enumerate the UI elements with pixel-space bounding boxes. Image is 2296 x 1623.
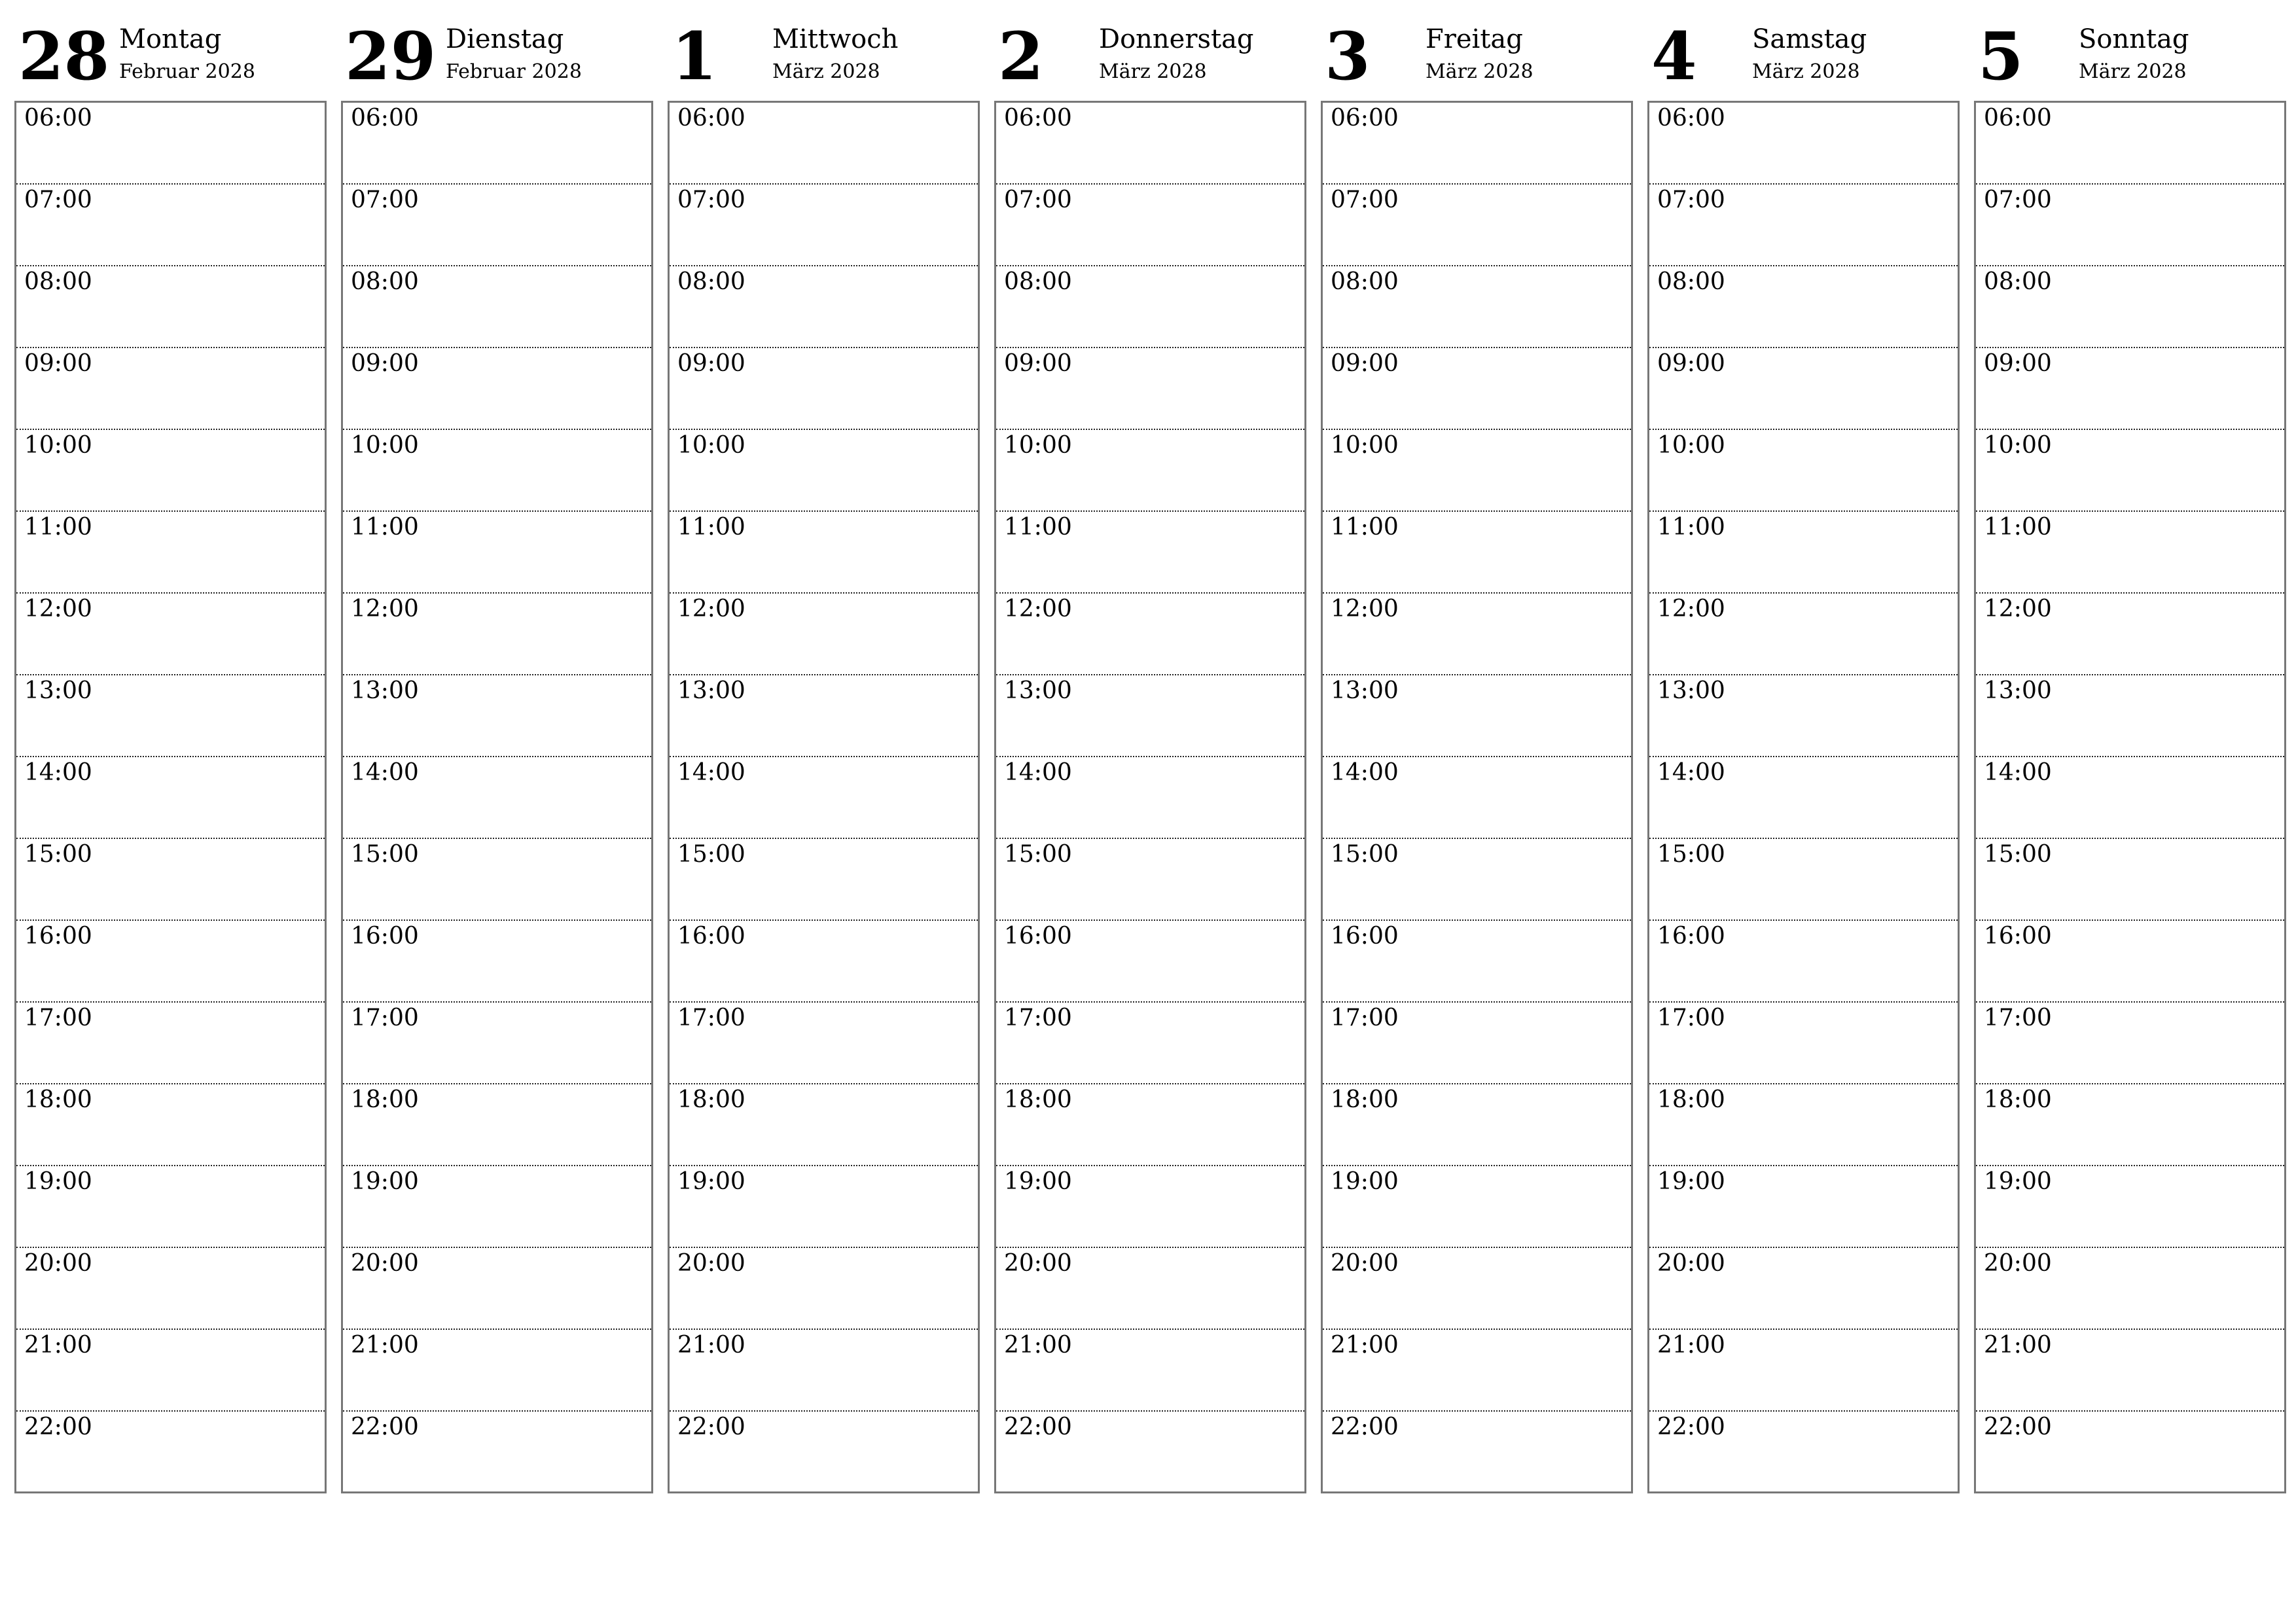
day-header	[14, 20, 327, 101]
time-slot[interactable]	[1323, 430, 1631, 512]
week-planner	[14, 20, 2288, 1496]
time-label: 11:00	[677, 514, 745, 541]
time-label: 06:00	[1984, 105, 2052, 132]
weekday-name: Sonntag	[2079, 24, 2189, 54]
time-slot[interactable]	[1649, 1248, 1958, 1330]
time-label: 15:00	[1004, 841, 1072, 868]
time-slot[interactable]	[16, 1166, 325, 1248]
time-label: 21:00	[1331, 1332, 1399, 1359]
time-slot[interactable]	[1976, 430, 2284, 512]
time-label: 12:00	[1984, 596, 2052, 622]
time-label: 15:00	[1657, 841, 1725, 868]
time-slot[interactable]	[343, 1248, 651, 1330]
time-slot[interactable]	[1649, 1330, 1958, 1412]
time-slot[interactable]	[670, 757, 978, 839]
time-slot[interactable]	[343, 1330, 651, 1412]
time-slot[interactable]	[343, 512, 651, 594]
time-slot[interactable]	[670, 1330, 978, 1412]
time-label: 18:00	[1331, 1086, 1399, 1113]
time-slot[interactable]	[1649, 430, 1958, 512]
time-label: 14:00	[1004, 759, 1072, 786]
time-slot[interactable]	[1976, 839, 2284, 921]
time-slot[interactable]	[996, 675, 1304, 757]
time-slot[interactable]	[343, 1084, 651, 1166]
day-header	[341, 20, 653, 101]
time-label: 20:00	[24, 1250, 92, 1277]
time-label: 15:00	[1984, 841, 2052, 868]
time-slot[interactable]	[1323, 103, 1631, 185]
time-label: 06:00	[351, 105, 419, 132]
time-slot[interactable]	[1323, 512, 1631, 594]
time-slot[interactable]	[996, 757, 1304, 839]
time-label: 11:00	[1004, 514, 1072, 541]
time-label: 15:00	[351, 841, 419, 868]
time-label: 17:00	[677, 1005, 745, 1031]
time-label: 06:00	[677, 105, 745, 132]
time-slot[interactable]	[1976, 594, 2284, 675]
time-slot[interactable]	[996, 185, 1304, 266]
time-slot[interactable]	[343, 757, 651, 839]
time-label: 06:00	[24, 105, 92, 132]
time-label: 14:00	[24, 759, 92, 786]
time-slot[interactable]	[16, 1412, 325, 1491]
day-column	[1974, 20, 2286, 1496]
time-slot[interactable]	[1649, 839, 1958, 921]
time-slot[interactable]	[1323, 1248, 1631, 1330]
time-slot[interactable]	[670, 1248, 978, 1330]
time-slot[interactable]	[996, 266, 1304, 348]
time-slot[interactable]	[1976, 675, 2284, 757]
day-column	[1321, 20, 1633, 1496]
day-number: 5	[1978, 18, 2024, 95]
time-slot[interactable]	[670, 1166, 978, 1248]
time-label: 09:00	[1657, 350, 1725, 377]
time-slot[interactable]	[1649, 348, 1958, 430]
time-label: 20:00	[677, 1250, 745, 1277]
time-label: 20:00	[351, 1250, 419, 1277]
time-label: 19:00	[1984, 1168, 2052, 1195]
time-slot[interactable]	[670, 430, 978, 512]
time-label: 10:00	[677, 432, 745, 459]
time-label: 08:00	[1984, 268, 2052, 295]
time-label: 16:00	[1331, 923, 1399, 950]
time-slot[interactable]	[1323, 921, 1631, 1003]
day-column	[1647, 20, 1960, 1496]
time-label: 09:00	[1004, 350, 1072, 377]
time-label: 13:00	[24, 677, 92, 704]
time-slot[interactable]	[670, 348, 978, 430]
weekday-name: Freitag	[1426, 24, 1523, 54]
month-year: März 2028	[2079, 60, 2187, 83]
time-label: 14:00	[1984, 759, 2052, 786]
time-slot[interactable]	[1649, 921, 1958, 1003]
time-slot[interactable]	[343, 921, 651, 1003]
time-slot[interactable]	[1976, 921, 2284, 1003]
time-label: 12:00	[1331, 596, 1399, 622]
time-slot[interactable]	[670, 103, 978, 185]
time-label: 16:00	[24, 923, 92, 950]
time-label: 07:00	[1984, 187, 2052, 213]
time-label: 18:00	[24, 1086, 92, 1113]
time-label: 21:00	[1984, 1332, 2052, 1359]
time-slot[interactable]	[343, 1166, 651, 1248]
time-slot[interactable]	[16, 1248, 325, 1330]
time-slot[interactable]	[1976, 1330, 2284, 1412]
time-slot[interactable]	[1976, 348, 2284, 430]
time-slot[interactable]	[343, 103, 651, 185]
time-label: 07:00	[24, 187, 92, 213]
day-header	[1321, 20, 1633, 101]
day-schedule-box	[1647, 101, 1960, 1493]
day-number: 4	[1651, 18, 1697, 95]
time-label: 10:00	[1657, 432, 1725, 459]
time-label: 06:00	[1331, 105, 1399, 132]
time-label: 16:00	[1657, 923, 1725, 950]
time-slot[interactable]	[1323, 348, 1631, 430]
time-slot[interactable]	[343, 266, 651, 348]
time-label: 11:00	[351, 514, 419, 541]
month-year: März 2028	[1752, 60, 1860, 83]
day-header	[1974, 20, 2286, 101]
time-label: 20:00	[1004, 1250, 1072, 1277]
day-number: 3	[1325, 18, 1371, 95]
weekday-name: Mittwoch	[772, 24, 899, 54]
time-label: 22:00	[677, 1414, 745, 1440]
time-label: 19:00	[1331, 1168, 1399, 1195]
time-slot[interactable]	[343, 839, 651, 921]
time-label: 22:00	[1004, 1414, 1072, 1440]
month-year: März 2028	[1099, 60, 1207, 83]
time-label: 16:00	[677, 923, 745, 950]
time-slot[interactable]	[1649, 1412, 1958, 1491]
time-slot[interactable]	[996, 1248, 1304, 1330]
time-slot[interactable]	[16, 266, 325, 348]
time-slot[interactable]	[343, 348, 651, 430]
time-slot[interactable]	[1976, 266, 2284, 348]
time-label: 15:00	[677, 841, 745, 868]
time-label: 22:00	[1657, 1414, 1725, 1440]
day-schedule-box	[1321, 101, 1633, 1493]
time-label: 16:00	[351, 923, 419, 950]
day-header	[994, 20, 1306, 101]
time-label: 17:00	[1984, 1005, 2052, 1031]
time-label: 20:00	[1331, 1250, 1399, 1277]
time-label: 16:00	[1004, 923, 1072, 950]
time-slot[interactable]	[1649, 1084, 1958, 1166]
time-label: 21:00	[1657, 1332, 1725, 1359]
time-slot[interactable]	[16, 430, 325, 512]
time-slot[interactable]	[670, 512, 978, 594]
time-slot[interactable]	[1323, 266, 1631, 348]
time-slot[interactable]	[16, 512, 325, 594]
time-label: 09:00	[1984, 350, 2052, 377]
time-slot[interactable]	[996, 594, 1304, 675]
time-label: 21:00	[677, 1332, 745, 1359]
time-slot[interactable]	[1323, 675, 1631, 757]
time-label: 22:00	[351, 1414, 419, 1440]
time-slot[interactable]	[1323, 757, 1631, 839]
time-label: 18:00	[351, 1086, 419, 1113]
time-label: 17:00	[1004, 1005, 1072, 1031]
time-label: 09:00	[677, 350, 745, 377]
time-label: 06:00	[1657, 105, 1725, 132]
time-slot[interactable]	[343, 430, 651, 512]
day-number: 1	[672, 18, 717, 95]
time-slot[interactable]	[1649, 1003, 1958, 1084]
time-label: 08:00	[677, 268, 745, 295]
time-slot[interactable]	[1976, 185, 2284, 266]
time-label: 17:00	[24, 1005, 92, 1031]
time-slot[interactable]	[996, 1166, 1304, 1248]
time-slot[interactable]	[996, 1084, 1304, 1166]
time-label: 10:00	[1984, 432, 2052, 459]
time-label: 12:00	[1657, 596, 1725, 622]
time-label: 20:00	[1657, 1250, 1725, 1277]
time-slot[interactable]	[1323, 185, 1631, 266]
time-label: 11:00	[1984, 514, 2052, 541]
time-slot[interactable]	[343, 594, 651, 675]
time-label: 13:00	[1331, 677, 1399, 704]
time-label: 22:00	[1984, 1414, 2052, 1440]
time-label: 07:00	[677, 187, 745, 213]
day-number: 29	[345, 18, 437, 95]
time-label: 10:00	[24, 432, 92, 459]
time-slot[interactable]	[996, 430, 1304, 512]
day-column	[668, 20, 980, 1496]
day-number: 28	[18, 18, 110, 95]
month-year: März 2028	[1426, 60, 1534, 83]
time-label: 06:00	[1004, 105, 1072, 132]
time-slot[interactable]	[1976, 1248, 2284, 1330]
time-slot[interactable]	[1649, 1166, 1958, 1248]
day-column	[341, 20, 653, 1496]
time-label: 07:00	[1004, 187, 1072, 213]
time-slot[interactable]	[16, 757, 325, 839]
time-slot[interactable]	[1649, 594, 1958, 675]
month-year: Februar 2028	[446, 60, 582, 83]
time-slot[interactable]	[1649, 512, 1958, 594]
time-label: 19:00	[351, 1168, 419, 1195]
time-slot[interactable]	[1649, 757, 1958, 839]
time-slot[interactable]	[670, 594, 978, 675]
time-label: 08:00	[24, 268, 92, 295]
time-label: 15:00	[1331, 841, 1399, 868]
time-label: 13:00	[351, 677, 419, 704]
weekday-name: Dienstag	[446, 24, 564, 54]
day-schedule-box	[1974, 101, 2286, 1493]
time-slot[interactable]	[670, 921, 978, 1003]
time-slot[interactable]	[1323, 839, 1631, 921]
time-slot[interactable]	[343, 1412, 651, 1491]
time-slot[interactable]	[670, 1003, 978, 1084]
time-label: 22:00	[24, 1414, 92, 1440]
time-slot[interactable]	[1976, 757, 2284, 839]
time-label: 14:00	[1331, 759, 1399, 786]
time-label: 10:00	[1331, 432, 1399, 459]
time-slot[interactable]	[670, 839, 978, 921]
time-label: 21:00	[351, 1332, 419, 1359]
time-label: 12:00	[351, 596, 419, 622]
time-slot[interactable]	[16, 839, 325, 921]
time-label: 10:00	[1004, 432, 1072, 459]
time-slot[interactable]	[1649, 266, 1958, 348]
time-slot[interactable]	[343, 675, 651, 757]
time-slot[interactable]	[16, 675, 325, 757]
time-slot[interactable]	[670, 1412, 978, 1491]
time-label: 07:00	[1331, 187, 1399, 213]
time-label: 10:00	[351, 432, 419, 459]
time-label: 14:00	[351, 759, 419, 786]
day-header	[1647, 20, 1960, 101]
time-slot[interactable]	[1323, 1166, 1631, 1248]
time-slot[interactable]	[1976, 1412, 2284, 1491]
day-column	[14, 20, 327, 1496]
weekday-name: Montag	[119, 24, 222, 54]
time-slot[interactable]	[16, 1084, 325, 1166]
time-label: 16:00	[1984, 923, 2052, 950]
time-label: 18:00	[1657, 1086, 1725, 1113]
time-slot[interactable]	[16, 185, 325, 266]
day-column	[994, 20, 1306, 1496]
weekday-name: Donnerstag	[1099, 24, 1254, 54]
time-slot[interactable]	[996, 839, 1304, 921]
time-label: 07:00	[351, 187, 419, 213]
time-label: 18:00	[1004, 1086, 1072, 1113]
time-label: 21:00	[1004, 1332, 1072, 1359]
time-slot[interactable]	[1649, 675, 1958, 757]
time-slot[interactable]	[1976, 1084, 2284, 1166]
month-year: Februar 2028	[119, 60, 255, 83]
time-label: 12:00	[24, 596, 92, 622]
time-label: 21:00	[24, 1332, 92, 1359]
time-label: 08:00	[1331, 268, 1399, 295]
time-label: 08:00	[1657, 268, 1725, 295]
day-schedule-box	[341, 101, 653, 1493]
time-slot[interactable]	[343, 1003, 651, 1084]
time-slot[interactable]	[16, 1330, 325, 1412]
time-label: 11:00	[1657, 514, 1725, 541]
time-label: 14:00	[677, 759, 745, 786]
time-label: 09:00	[1331, 350, 1399, 377]
time-slot[interactable]	[1323, 1084, 1631, 1166]
time-label: 19:00	[1657, 1168, 1725, 1195]
time-label: 13:00	[1657, 677, 1725, 704]
time-slot[interactable]	[16, 594, 325, 675]
time-label: 18:00	[677, 1086, 745, 1113]
time-label: 07:00	[1657, 187, 1725, 213]
time-slot[interactable]	[670, 675, 978, 757]
weekday-name: Samstag	[1752, 24, 1867, 54]
time-slot[interactable]	[996, 103, 1304, 185]
time-label: 12:00	[677, 596, 745, 622]
time-slot[interactable]	[16, 103, 325, 185]
time-slot[interactable]	[1649, 185, 1958, 266]
time-slot[interactable]	[343, 185, 651, 266]
time-slot[interactable]	[1976, 103, 2284, 185]
day-number: 2	[998, 18, 1044, 95]
time-label: 20:00	[1984, 1250, 2052, 1277]
time-label: 15:00	[24, 841, 92, 868]
time-label: 09:00	[24, 350, 92, 377]
time-label: 13:00	[1984, 677, 2052, 704]
time-label: 17:00	[1657, 1005, 1725, 1031]
time-label: 18:00	[1984, 1086, 2052, 1113]
time-label: 08:00	[1004, 268, 1072, 295]
time-slot[interactable]	[16, 921, 325, 1003]
time-slot[interactable]	[670, 185, 978, 266]
day-schedule-box	[668, 101, 980, 1493]
day-schedule-box	[14, 101, 327, 1493]
time-label: 22:00	[1331, 1414, 1399, 1440]
time-slot[interactable]	[16, 1003, 325, 1084]
time-slot[interactable]	[1323, 1330, 1631, 1412]
time-slot[interactable]	[1323, 1003, 1631, 1084]
time-slot[interactable]	[996, 1330, 1304, 1412]
time-slot[interactable]	[16, 348, 325, 430]
time-slot[interactable]	[996, 348, 1304, 430]
time-slot[interactable]	[996, 921, 1304, 1003]
time-label: 19:00	[24, 1168, 92, 1195]
time-slot[interactable]	[1323, 594, 1631, 675]
time-label: 08:00	[351, 268, 419, 295]
time-slot[interactable]	[670, 266, 978, 348]
time-slot[interactable]	[1976, 1166, 2284, 1248]
time-label: 09:00	[351, 350, 419, 377]
month-year: März 2028	[772, 60, 880, 83]
time-slot[interactable]	[670, 1084, 978, 1166]
time-label: 17:00	[351, 1005, 419, 1031]
time-slot[interactable]	[1323, 1412, 1631, 1491]
time-slot[interactable]	[1976, 512, 2284, 594]
time-slot[interactable]	[996, 1412, 1304, 1491]
time-label: 17:00	[1331, 1005, 1399, 1031]
time-label: 12:00	[1004, 596, 1072, 622]
time-label: 19:00	[1004, 1168, 1072, 1195]
day-header	[668, 20, 980, 101]
time-label: 11:00	[24, 514, 92, 541]
time-slot[interactable]	[1976, 1003, 2284, 1084]
time-slot[interactable]	[1649, 103, 1958, 185]
time-slot[interactable]	[996, 512, 1304, 594]
time-slot[interactable]	[996, 1003, 1304, 1084]
day-schedule-box	[994, 101, 1306, 1493]
time-label: 11:00	[1331, 514, 1399, 541]
time-label: 19:00	[677, 1168, 745, 1195]
time-label: 14:00	[1657, 759, 1725, 786]
time-label: 13:00	[1004, 677, 1072, 704]
time-label: 13:00	[677, 677, 745, 704]
